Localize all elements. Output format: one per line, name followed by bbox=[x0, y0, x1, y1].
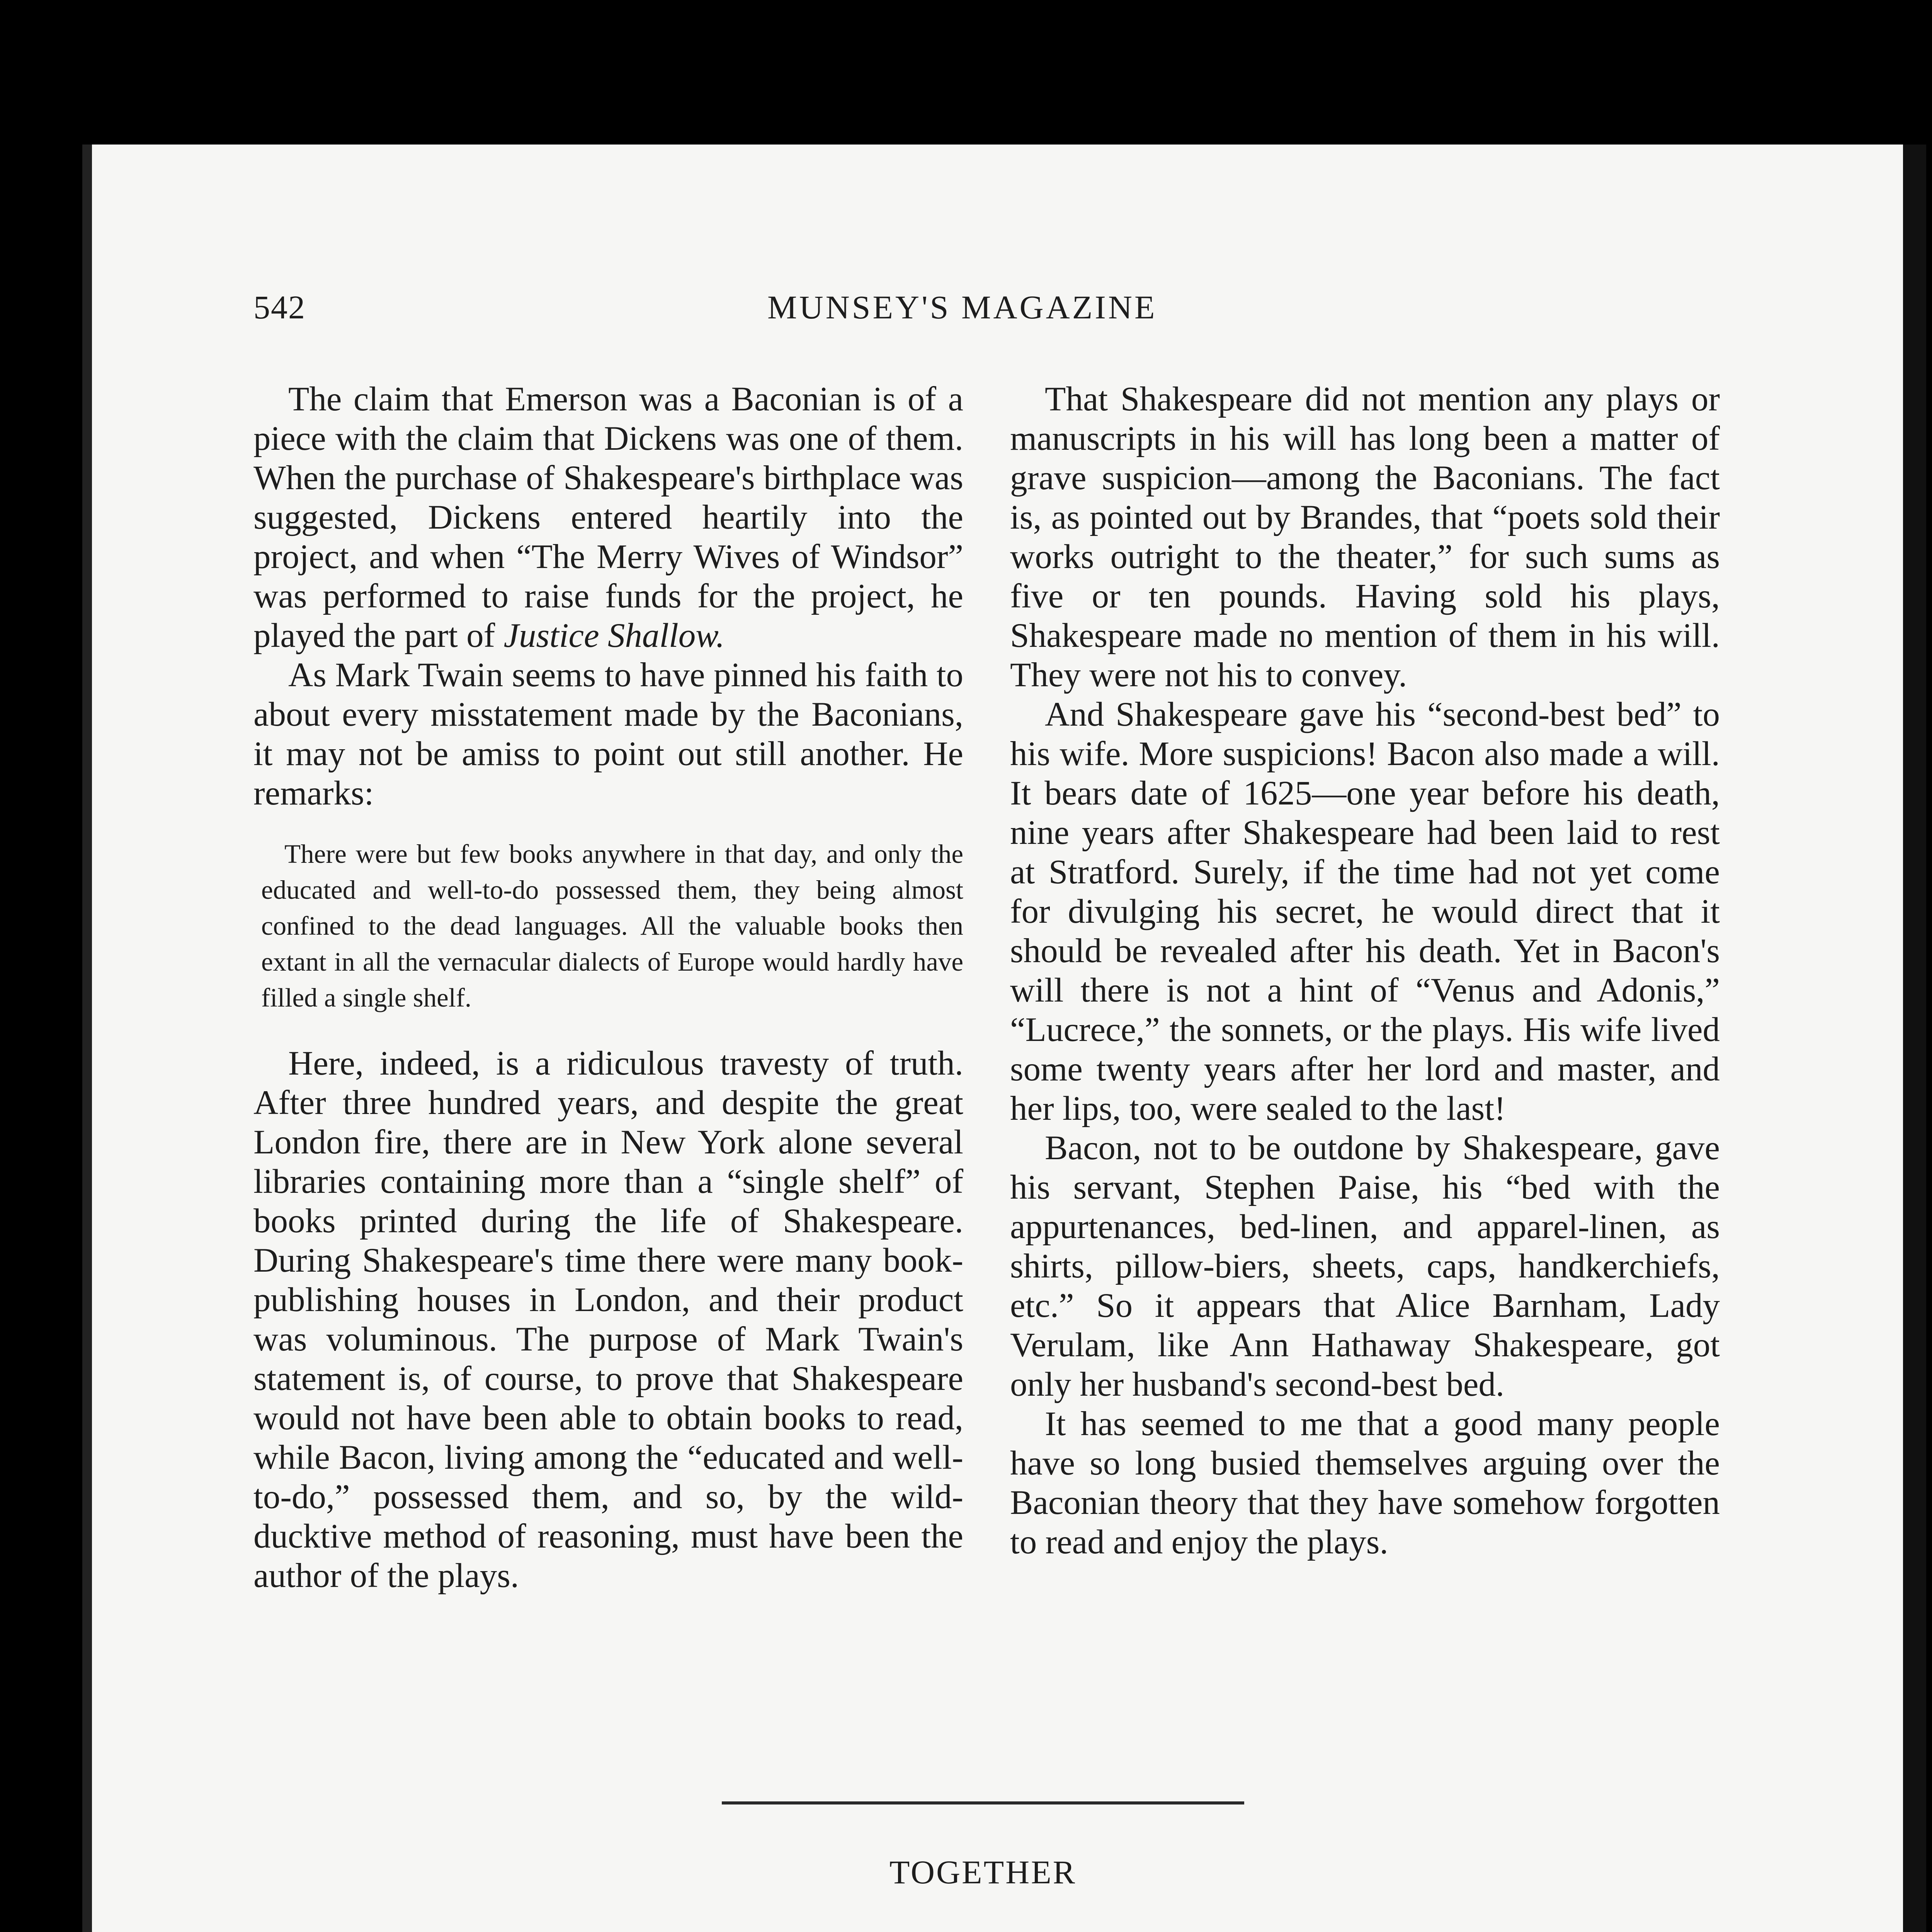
left-paragraph-3: Here, indeed, is a ridiculous travesty of truth. After three hundred years, and despite the great London fire, there are in New York alone several libraries containing more than a “single shelf” of books printed during the life of Shakespeare. During Shakespeare's time there were many book-publishing houses in London, and their product was voluminous. The purpose of Mark Twain's statement is, of course, to prove that Shakespeare would not have been able to obtain books to read, while Bacon, living among the “educated and well-to-do,” possessed them, and so, by the wild-ducktive method of reasoning, must have been the author of the plays. bbox=[253, 1044, 963, 1595]
right-paragraph-2: And Shakespeare gave his “second-best bed” to his wife. More suspicions! Bacon also made a will. It bears date of 1625—one year before his death, nine years after Shakespeare had been laid to rest at Stratford. Surely, if the time had not yet come for divulging his secret, he would direct that it should be revealed after his death. Yet in Bacon's will there is not a hint of “Venus and Adonis,” “Lucrece,” the sonnets, or the plays. His wife lived some twenty years after her lord and master, and her lips, too, were sealed to the last! bbox=[1010, 696, 1720, 1128]
left-paragraph-1-text: The claim that Emerson was a Baconian is of a piece with the claim that Dickens was one of them. When the purchase of Shakespeare's birthplace was suggested, Dickens entered heartily into the project, and when “The Merry Wives of Windsor” was performed to raise funds for the project, he played the part of bbox=[253, 380, 963, 655]
page-right-edge bbox=[1903, 145, 1926, 1932]
running-head: MUNSEY'S MAGAZINE bbox=[767, 289, 1157, 326]
right-paragraph-1: That Shakespeare did not mention any plays or manuscripts in his will has long been a matter of grave suspicion—among the Baconians. The fact is, as pointed out by Brandes, that “poets sold their works outright to the theater,” for such sums as five or ten pounds. Having sold his plays, Shakespeare made no mention of them in his will. They were not his to convey. bbox=[1010, 380, 1720, 694]
left-paragraph-1 bbox=[253, 379, 963, 655]
poem bbox=[745, 1930, 1325, 1932]
section-divider bbox=[722, 1801, 1244, 1804]
left-column bbox=[253, 379, 963, 1595]
left-paragraph-2: As Mark Twain seems to have pinned his faith to about every misstatement made by the Baconians, it may not be amiss to point out still another. He remarks: bbox=[253, 656, 963, 812]
page-spine-shadow bbox=[82, 145, 92, 1932]
stanza-1 bbox=[745, 1930, 1325, 1932]
justice-shallow-italic: Justice Shallow. bbox=[503, 617, 725, 655]
right-paragraph-4: It has seemed to me that a good many people have so long busied themselves arguing over the Baconian theory that they have somehow forgotten to read and enjoy the plays. bbox=[1010, 1405, 1720, 1561]
poem-title: TOGETHER bbox=[889, 1854, 1077, 1891]
right-paragraph-3: Bacon, not to be outdone by Shakespeare, gave his servant, Stephen Paise, his “bed with the appurtenances, bed-linen, and apparel-linen, as shirts, pillow-biers, sheets, caps, handkerchiefs, etc.” So it appears that Alice Barnham, Lady Verulam, like Ann Hathaway Shakespeare, got only her husband's second-best bed. bbox=[1010, 1129, 1720, 1403]
right-column bbox=[1010, 379, 1720, 1562]
poem-line bbox=[745, 1930, 1325, 1932]
page-number: 542 bbox=[253, 289, 306, 326]
block-quote: There were but few books anywhere in that day, and only the educated and well-to-do possessed them, they being almost confined to the dead languages. All the valuable books then extant in all the vernacular dialects of Europe would hardly have filled a single shelf. bbox=[261, 839, 963, 1012]
page-header bbox=[253, 288, 1736, 334]
